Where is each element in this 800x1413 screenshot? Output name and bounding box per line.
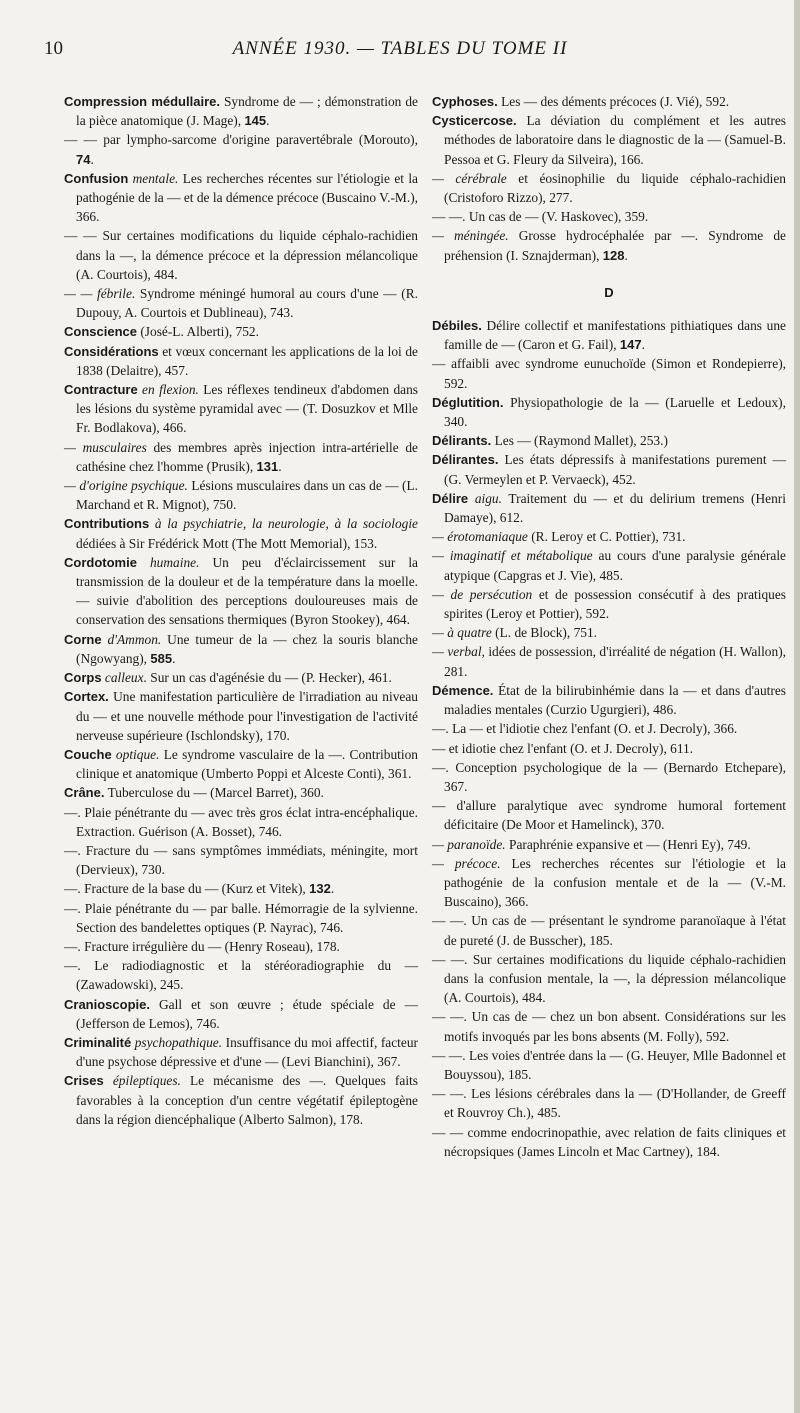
entry-tail: . [641,337,645,353]
index-entry [432,527,786,546]
entry-headword: Cortex. [64,689,109,705]
entry-text: — —. Un cas de — présentant le syndrome paranoïaque à l'état de pureté (J. de Busscher), 185. [432,913,786,948]
entry-headword: Débiles. [432,318,482,334]
index-entry [64,342,418,380]
index-entry [432,431,786,450]
entry-tail: . [624,247,628,263]
entry-text: —. Fracture de la base du — (Kurz et Vitek), [64,881,310,897]
entry-tail: . [172,650,176,666]
entry-text: —. Plaie pénétrante du — avec très gros éclat intra-encéphalique. Extraction. Guérison (A. Bosset), 746. [64,804,418,839]
entry-headword: Délire [432,490,469,506]
entry-tail: . [278,458,282,474]
entry-subtopic: humaine. [136,554,200,570]
entry-text: — —. Les voies d'entrée dans la — (G. Heuyer, Mlle Badonnel et Bouyssou), 185. [432,1047,786,1082]
entry-headword: Délirants. [432,433,492,449]
index-entry [432,450,786,488]
entry-subtopic: aigu. [468,490,502,506]
entry-headword: Couche [64,746,112,762]
entry-text: — —. Un cas de — (V. Haskovec), 359. [432,209,649,225]
entry-headword: Crâne. [64,785,105,801]
entry-headword: Compression médullaire. [64,94,220,109]
entry-text: — d'allure paralytique avec syndrome humoral fortement déficitaire (De Moor et Hamelinck), 370. [432,798,786,833]
entry-text: (L. de Block), 751. [491,625,598,641]
entry-subtopic: — de persécution [432,586,533,602]
entry-text: au cours d'une paralysie générale atypique (Capgras et J. Vie), 485. [444,548,786,583]
entry-subtopic: mentale. [128,170,179,186]
entry-text: Un peu d'éclaircissement sur la transmission de la douleur et de la température dans la moelle. — suivie d'abolition des perceptions douloureuses mais de conservation des sensations thermiques (Byron Stookey), 464. [76,554,418,628]
entry-text: —. La — et l'idiotie chez l'enfant (O. et J. Decroly), 366. [432,721,738,737]
entry-text: —. Le radiodiagnostic et la stéréoradiographie du — (Zawadowski), 245. [64,958,418,993]
entry-text: et éosinophilie du liquide céphalo-rachidien (Cristoforo Rizzo), 277. [444,170,786,206]
entry-text: Les états dépressifs à manifestations purement — (G. Vermeylen et P. Vervaeck), 452. [444,452,786,487]
entry-headword: Cranioscopie. [64,996,150,1012]
entry-headword: Crises [64,1073,104,1089]
entry-headword: Criminalité [64,1034,132,1050]
index-entry [432,719,786,738]
index-entry [432,111,786,169]
index-entry [432,911,786,949]
index-entry [432,354,786,392]
entry-page-bold: 147 [619,337,642,353]
entry-text: Grosse hydrocéphalée par —. Syndrome de préhension (I. Sznajderman), [444,228,786,263]
entry-subtopic: d'Ammon. [101,631,162,647]
entry-text: — —. Un cas de — chez un bon absent. Considérations sur les motifs invoqués par les bons absents (M. Folly), 592. [432,1009,786,1044]
index-entry [64,322,418,341]
index-entry [432,207,786,226]
index-entry [432,169,786,207]
right-column [432,92,786,1161]
entry-text: et de possession consécutif à des pratiques spirites (Leroy et Pottier), 592. [444,586,787,622]
entry-text: Physiopathologie de la — (Laruelle et Ledoux), 340. [444,394,786,430]
entry-headword: Confusion [64,170,129,186]
index-entry [64,1033,418,1071]
entry-headword: Cysticercose. [432,113,517,129]
index-entry [64,514,418,552]
entry-headword: Déglutition. [432,394,504,410]
entry-subtopic: — verbal, [432,644,485,660]
entry-text: —. Plaie pénétrante du — par balle. Hémorragie de la sylvienne. Section des bandelettes optiques (P. Nayrac), 746. [64,900,418,935]
entry-subtopic: calleux. [101,670,147,686]
entry-subtopic: — d'origine psychique. [64,478,188,494]
page-number: 10 [44,38,63,59]
entry-text: État de la bilirubinhémie dans la — et dans d'autres maladies mentales (Curzio Ugurgieri), 486. [444,682,786,718]
index-entry [64,803,418,841]
index-entry [64,956,418,994]
entry-page-bold: 128 [602,247,625,263]
entry-subtopic: psychopathique. [131,1034,223,1050]
entry-text: des membres après injection intra-artérielle de cathésine chez l'homme (Prusik), [76,439,418,474]
index-entry [64,438,418,476]
entry-headword: Cordotomie [64,554,137,570]
entry-subtopic: — cérébrale [432,170,507,186]
page-title: ANNÉE 1930. — TABLES DU TOME II [232,38,568,59]
entry-headword: Contributions [64,516,150,532]
index-entry [432,1123,786,1161]
entry-text: Le syndrome vasculaire de la —. Contribution clinique et anatomique (Umberto Poppi et Alceste Conti), 361. [76,746,418,782]
entry-subtopic: — précoce. [432,855,501,871]
index-entry [432,92,786,111]
entry-text: (R. Leroy et C. Pottier), 731. [527,529,686,545]
entry-subtopic: à la psychiatrie, la neurologie, à la sociologie [149,516,418,532]
index-entry [432,835,786,854]
index-entry [432,226,786,264]
entry-text: et vœux concernant les applications de la loi de 1838 (Delaitre), 457. [76,343,418,378]
index-entry [64,841,418,879]
entry-text: Gall et son œuvre ; étude spéciale de — (Jefferson de Lemos), 746. [76,996,418,1031]
index-entry [432,623,786,642]
entry-headword: Délirantes. [432,452,499,468]
entry-headword: Considérations [64,343,159,359]
index-entry [64,476,418,514]
right-column-top [432,92,786,265]
entry-text: (José-L. Alberti), 752. [136,324,259,340]
index-entry [432,546,786,584]
entry-headword: Contracture [64,382,138,398]
entry-subtopic: — musculaires [64,439,147,455]
entry-text: — — Sur certaines modifications du liquide céphalo-rachidien dans la —, la démence précoce et la dépression mélancolique (A. Courtois), 484. [64,228,418,282]
entry-text: La déviation du complément et les autres méthodes de laboratoire dans le diagnostic de la — (Samuel-B. Pessoa et G. Fleury da Silveira), 166. [444,113,786,167]
entry-text: idées de possession, d'irréalité de négation (H. Wallon), 281. [444,644,786,679]
index-entry [64,879,418,898]
entry-page-bold: 132 [309,881,331,897]
entry-text: Traitement du — et du delirium tremens (Henri Damaye), 612. [444,490,786,526]
entry-subtopic: — méningée. [432,228,509,244]
index-entry [64,783,418,802]
entry-text: —. Fracture du — sans symptômes immédiats, méningite, mort (Dervieux), 730. [64,842,418,878]
entry-text: Les — des déments précoces (J. Vié), 592. [497,94,730,109]
entry-text: Les — (Raymond Mallet), 253.) [491,433,668,449]
index-entry [64,553,418,630]
left-column [64,92,418,1129]
index-entry [64,284,418,322]
index-entry [432,854,786,912]
index-entry [64,380,418,438]
entry-headword: Corne [64,631,102,647]
index-entry [432,393,786,431]
index-entry [64,668,418,687]
entry-text: — —. Les lésions cérébrales dans la — (D'Hollander, de Greeff et Rouvroy Ch.), 485. [432,1086,786,1121]
index-entry [64,745,418,783]
entry-text: —. Conception psychologique de la — (Bernardo Etchepare), 367. [432,759,786,794]
index-entry [64,169,418,227]
entry-subtopic: optique. [111,746,160,762]
entry-subtopic: épileptiques. [103,1073,181,1089]
entry-subtopic: — — fébrile. [64,286,136,302]
index-entry [432,739,786,758]
index-entry [64,937,418,956]
index-entry [64,899,418,937]
entry-headword: Démence. [432,682,494,698]
entry-page-bold: 74 [76,151,91,167]
entry-text: Lésions musculaires dans un cas de — (L. Marchand et R. Mignot), 750. [76,478,419,513]
index-entry [432,642,786,680]
entry-text: Une tumeur de la — chez la souris blanche (Ngowyang), [76,631,418,666]
entry-subtopic: en flexion. [137,382,199,398]
running-header [40,38,760,68]
entry-text: — — comme endocrinopathie, avec relation de faits cliniques et nécropsiques (James Lincoln et Mac Cartney), 184. [432,1124,786,1159]
entry-page-bold: 145 [244,113,267,129]
entry-text: — et idiotie chez l'enfant (O. et J. Decroly), 611. [432,740,694,756]
entry-page-bold: 585 [150,650,173,666]
entry-text: Syndrome méningé humoral au cours d'une — (R. Dupouy, A. Courtois et Dublineau), 743. [76,286,418,321]
index-entry [432,796,786,834]
index-entry [432,1007,786,1045]
entry-subtopic: — à quatre [432,625,492,641]
entry-text: Syndrome de — ; démonstration de la pièce anatomique (J. Mage), [76,94,418,129]
index-entry [432,585,786,623]
index-entry [64,687,418,745]
entry-text: Le mécanisme des —. Quelques faits favorables à la conception d'un centre végétatif épileptogène dans la région diencéphalique (Alberto Salmon), 178. [76,1073,418,1127]
index-entry [64,92,418,130]
index-entry [64,130,418,168]
entry-text: — — par lympho-sarcome d'origine paravertébrale (Morouto), [64,132,418,148]
index-entry [432,1084,786,1122]
entry-text: Délire collectif et manifestations pithiatiques dans une famille de — (Caron et G. Fail), [444,318,786,353]
index-entry [432,950,786,1008]
entry-tail: . [330,881,335,897]
index-entry [432,316,786,354]
entry-text: Une manifestation particulière de l'irradiation au niveau du — et une nouvelle méthode pour l'investigation de l'activité nerveuse supérieure (Ischlondsky), 170. [76,689,418,743]
entry-subtopic: — imaginatif et métabolique [432,548,593,564]
entry-text: Sur un cas d'agénésie du — (P. Hecker), 461. [146,670,392,686]
index-entry [64,226,418,284]
section-letter: D [604,284,614,300]
entry-text: — affaibli avec syndrome eunuchoïde (Simon et Rondepierre), 592. [432,356,786,391]
entry-text: — —. Sur certaines modifications du liquide céphalo-rachidien dans la confusion mentale, la —, la dépression mélancolique (A. Courtois), 484. [432,951,786,1006]
index-entry [64,995,418,1033]
index-entry [432,681,786,719]
page-edge [794,0,800,1413]
entry-tail: . [266,113,270,129]
index-entry [432,1046,786,1084]
entry-text: Les recherches récentes sur l'étiologie et la pathogénie de la confusion mentale et de la — (V.-M. Buscaino), 366. [444,855,787,910]
entry-headword: Corps [64,670,102,686]
index-entry [64,1071,418,1129]
entry-page-bold: 131 [256,458,279,474]
entry-text: Les recherches récentes sur l'étiologie et la pathogénie de la — et de la démence précoce (Buscaino V.-M.), 366. [76,170,419,225]
entry-subtopic: — érotomaniaque [432,529,528,545]
index-entry [432,758,786,796]
entry-text: Tuberculose du — (Marcel Barret), 360. [104,785,324,801]
entry-text: Paraphrénie expansive et — (Henri Ey), 749. [505,836,751,852]
entry-text: Les réflexes tendineux d'abdomen dans les lésions du système pyramidal avec — (T. Dosuzkov et Mlle Fr. Bodlakova), 466. [76,382,418,436]
entry-text: dédiées à Sir Frédérick Mott (The Mott Memorial), 153. [76,535,378,551]
entry-tail: . [90,151,94,167]
entry-headword: Conscience [64,324,137,340]
index-entry [64,630,418,668]
index-entry [432,489,786,527]
entry-text: Insuffisance du moi affectif, facteur d'une psychose dépressive et d'une — (Levi Bianchini), 367. [76,1034,418,1070]
entry-subtopic: — paranoïde. [432,836,506,852]
entry-headword: Cyphoses. [432,94,498,109]
right-column-bottom [432,316,786,1161]
entry-text: —. Fracture irrégulière du — (Henry Roseau), 178. [64,938,340,954]
